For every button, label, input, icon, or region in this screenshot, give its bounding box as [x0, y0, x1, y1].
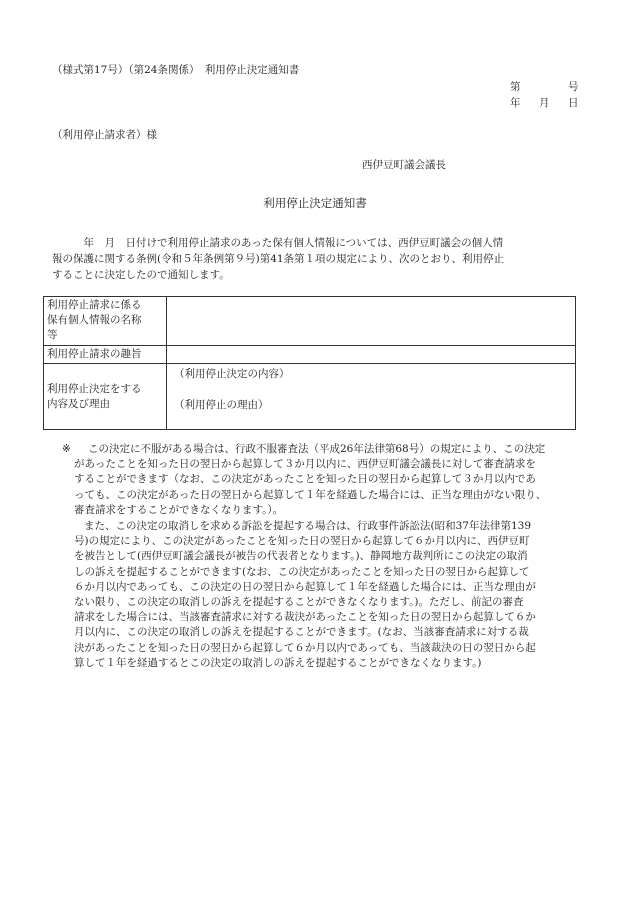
label-line: 利用停止決定をする [47, 382, 142, 395]
date-year: 年 [510, 97, 521, 109]
personal-info-name-value [167, 297, 576, 346]
lawsuit-note [52, 519, 597, 671]
request-purpose-label: 利用停止請求の趣旨 [44, 346, 167, 364]
note-line: 算して１年を経過するとこの決定の取消しの訴えを提起することができなくなります。) [74, 656, 482, 669]
note-line: また、この決定の取消しを求める訴訟を提起する場合は、行政事件訴訟法(昭和37年法律第139 [84, 520, 531, 532]
request-purpose-value [167, 346, 576, 364]
note-line: しの訴えを提起することができます(なお、この決定があったことを知った日の翌日から起算して [74, 565, 530, 578]
table-row [44, 297, 576, 346]
label-line: 内容及び理由 [47, 397, 110, 410]
note-line: があったことを知った日の翌日から起算して３か月以内に、西伊豆町議会議長に対して審査請求を [74, 458, 536, 471]
note-line: を被告として(西伊豆町議会議長が被告の代表者となります。)、静岡地方裁判所にこの決定の取消 [74, 550, 528, 563]
personal-info-name-label [44, 297, 167, 346]
note-line: 号)の規定により、この決定があったことを知った日の翌日から起算して６か月以内に、西伊豆町 [74, 535, 530, 548]
date-day: 日 [568, 97, 579, 109]
note-line: この決定に不服がある場合は、行政不服審査法（平成26年法律第68号）の規定により、この決定 [88, 443, 546, 455]
document-title: 利用停止決定通知書 [263, 196, 367, 210]
note-mark: ※ [62, 443, 71, 455]
note-line: することができます（なお、この決定があったことを知った日の翌日から起算して３か月以内であ [74, 473, 536, 486]
note-line: 請求をした場合には、当該審査請求に対する裁決があったことを知った日の翌日から起算して６か [74, 611, 536, 624]
date-month: 月 [539, 97, 550, 109]
note-line: っても、この決定があった日の翌日から起算して１年を経過した場合には、正当な理由がない限り、 [74, 488, 547, 501]
table-row [44, 346, 576, 364]
document-number-suffix: 号 [568, 81, 579, 93]
document-number-prefix: 第 [510, 81, 521, 93]
sender: 西伊豆町議会議長 [362, 159, 446, 171]
decision-reason-heading: （利用停止の理由） [174, 399, 269, 411]
intro-line: することに決定したので通知します。 [52, 269, 230, 281]
note-line: 審査請求をすることができなくなります。）。 [74, 503, 284, 516]
label-line: 保有個人情報の名称 [47, 314, 142, 326]
note-line: ６か月以内であっても、この決定の日の翌日から起算して１年を経過した場合には、正当な理由が [74, 580, 536, 593]
decision-content-value [167, 364, 576, 430]
intro-line: 報の保護に関する条例(令和５年条例第９号)第41条第１項の規定により、次のとおり、利用停止 [52, 253, 505, 265]
note-line: 決があったことを知った日の翌日から起算して６か月以内であっても、当該裁決の日の翌日から起 [74, 641, 536, 654]
note-line: ない限り、この決定の取消しの訴えを提起することができなくなります。)。ただし、前記の審査 [74, 596, 524, 609]
decision-content-label [44, 364, 167, 430]
label-line: 利用停止請求に係る [47, 299, 142, 311]
decision-table [43, 296, 576, 430]
form-label: （様式第17号）（第24条関係） 利用停止決定通知書 [52, 64, 300, 76]
appeal-note [52, 442, 597, 518]
intro-line: 年 月 日付けで利用停止請求のあった保有個人情報については、西伊豆町議会の個人情 [52, 237, 504, 249]
note-line: 月以内に、この決定の取消しの訴えを提起することができます。(なお、当該審査請求に対する裁 [74, 626, 529, 639]
addressee: （利用停止請求者）様 [52, 129, 157, 141]
table-row [44, 364, 576, 430]
intro-paragraph [52, 235, 582, 283]
decision-content-heading: （利用停止決定の内容） [174, 368, 290, 380]
label-line: 等 [47, 329, 58, 341]
